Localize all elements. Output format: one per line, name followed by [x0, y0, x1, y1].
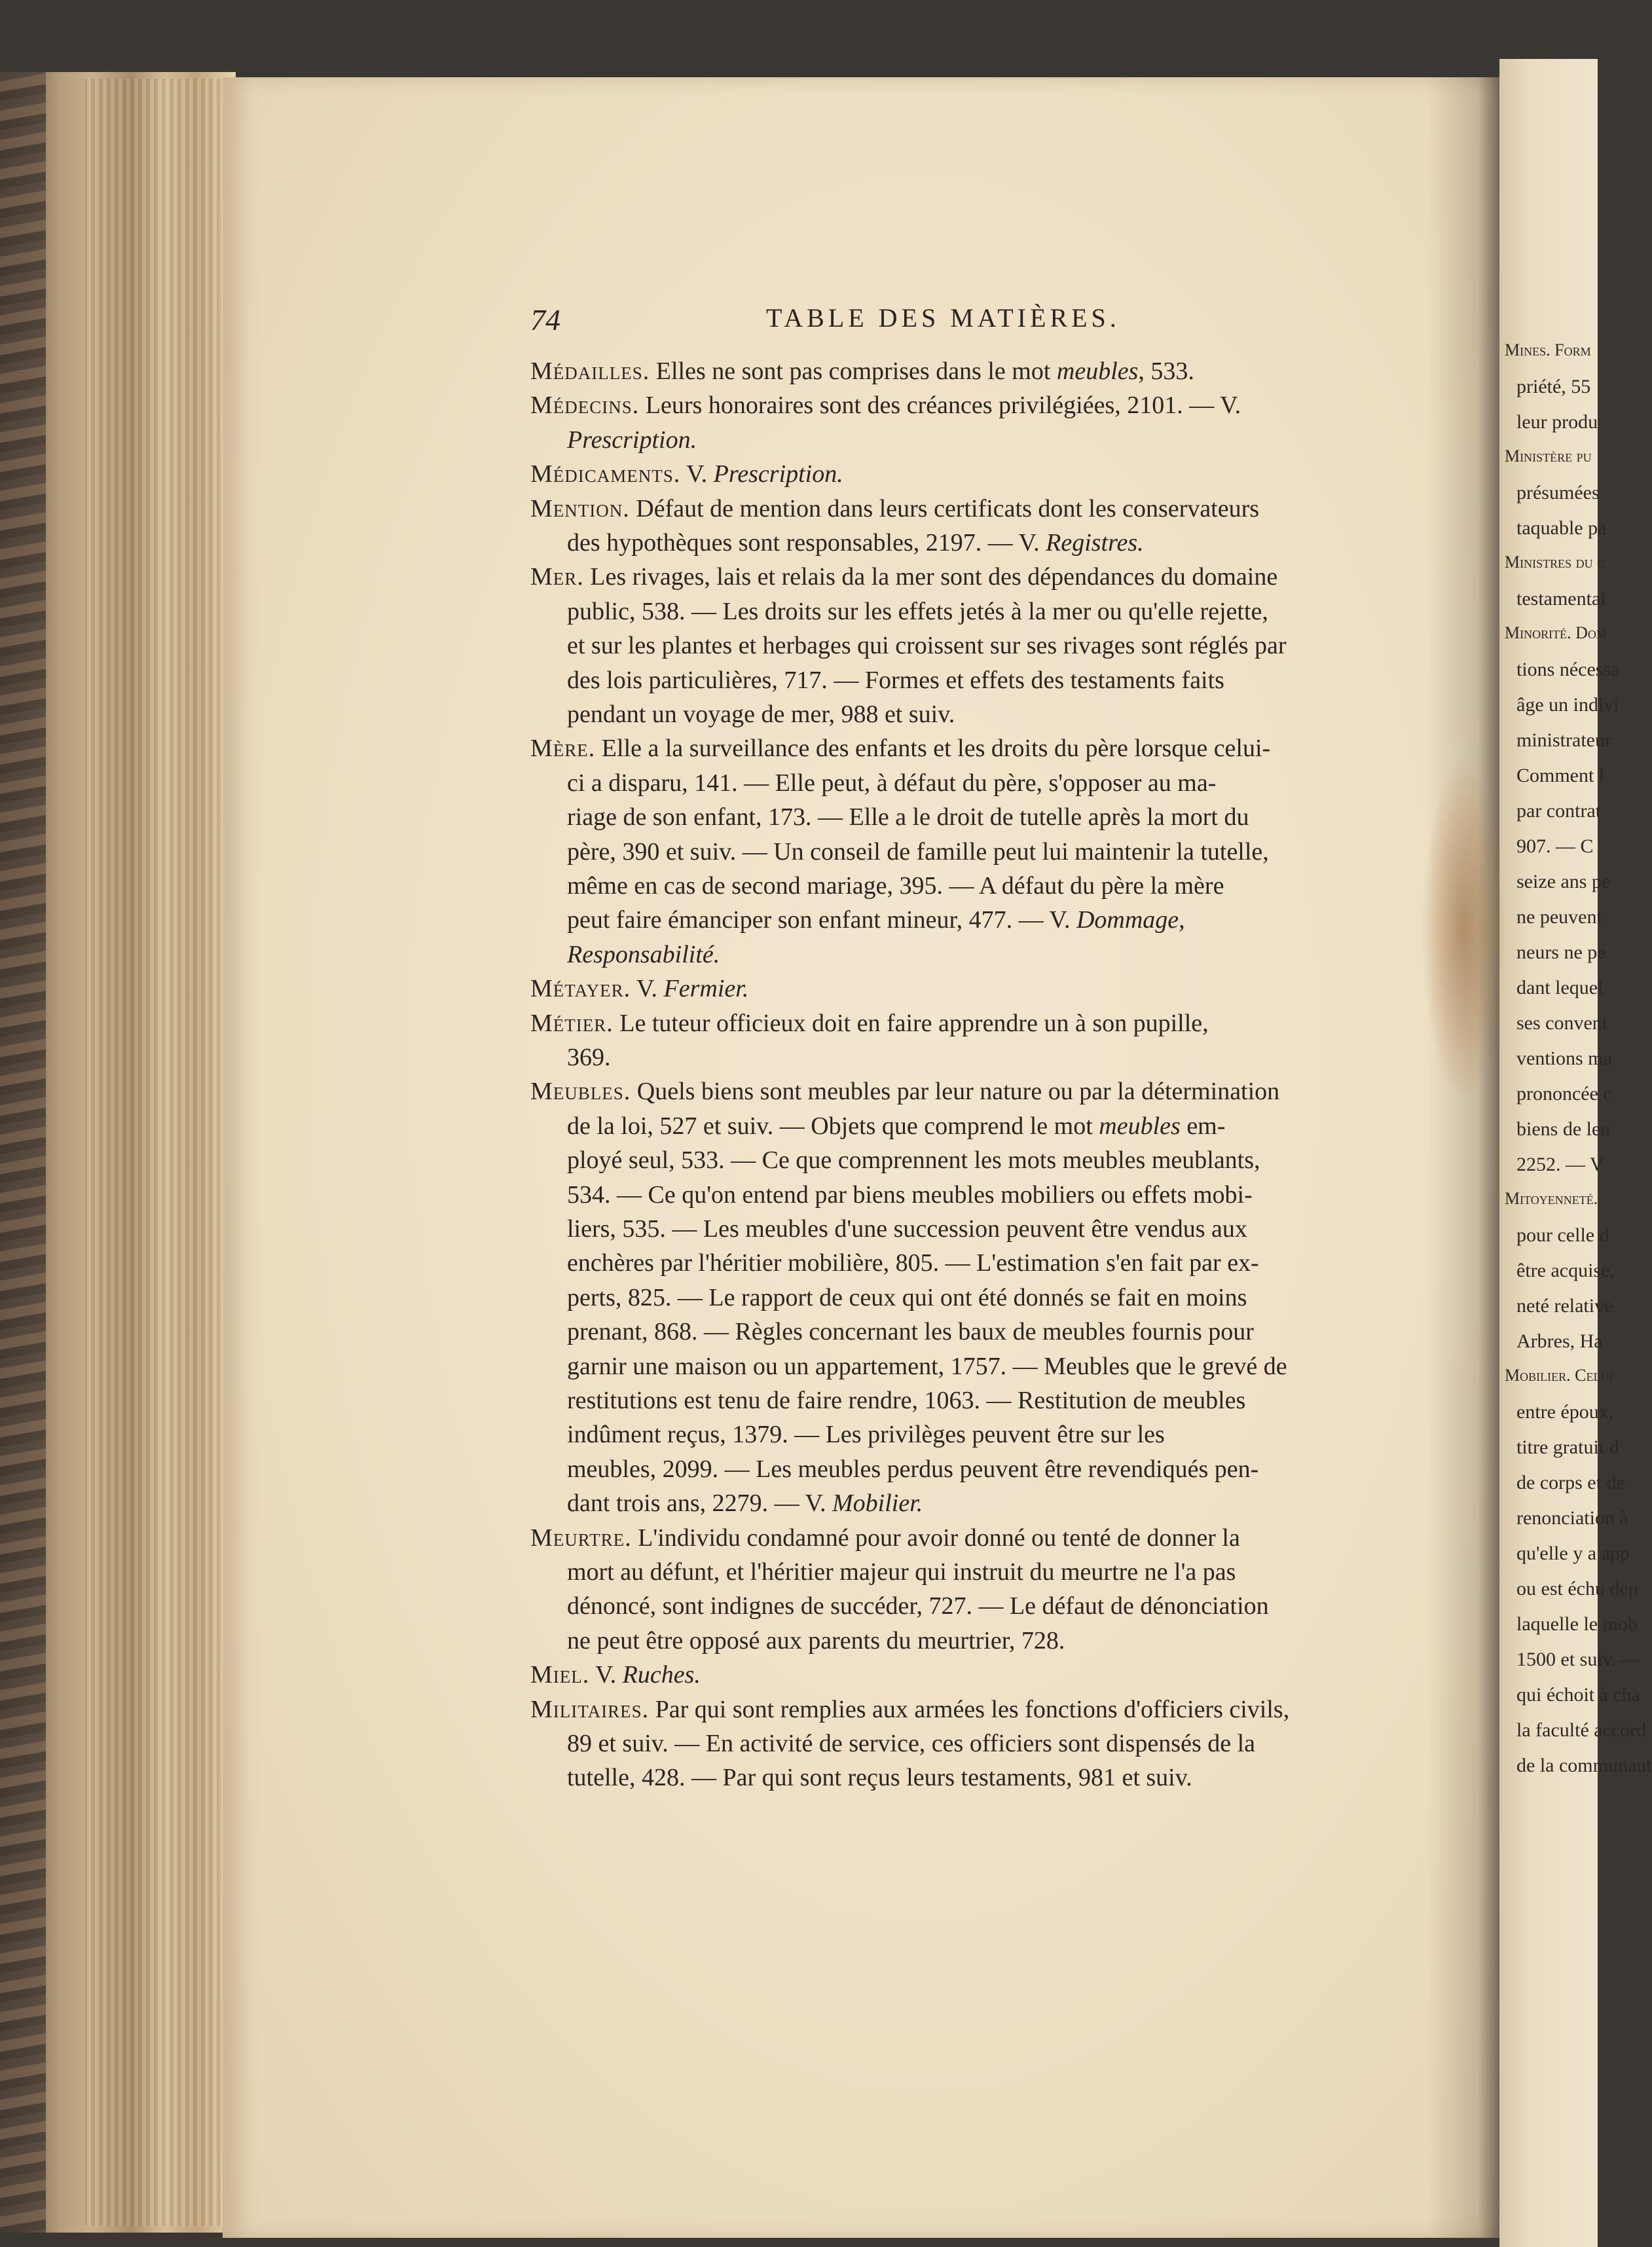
entry-text: V.	[595, 1661, 623, 1689]
facing-page-line: Ministres du c	[1505, 553, 1606, 572]
entry-line	[567, 426, 1375, 454]
facing-page-line: tions nécessa	[1516, 659, 1620, 680]
water-stain	[1421, 759, 1506, 1100]
entry-text: Défaut de mention dans leurs certificats dont les conservateurs	[636, 494, 1260, 522]
cross-reference: Fermier.	[663, 975, 749, 1003]
entry-text: dant trois ans, 2279. — V.	[567, 1489, 832, 1518]
entry-text: garnir une maison ou un appartement, 1757. — Meubles que le grevé de	[567, 1352, 1287, 1380]
entry-text: Elles ne sont pas comprises dans le mot	[655, 357, 1057, 385]
facing-page-line: pour celle d	[1516, 1224, 1609, 1246]
entry-text: ci a disparu, 141. — Elle peut, à défaut du père, s'opposer au ma-	[567, 769, 1217, 797]
entry-line	[567, 1317, 1375, 1346]
entry-text: père, 390 et suiv. — Un conseil de famille peut lui maintenir la tutelle,	[567, 837, 1269, 866]
entry-line	[567, 769, 1375, 797]
entry-line	[567, 666, 1375, 695]
entry-line	[567, 1043, 1375, 1072]
facing-page	[1499, 59, 1652, 2247]
entry-text: indûment reçus, 1379. — Les privilèges peuvent être sur les	[567, 1421, 1165, 1449]
entry-text: 369.	[567, 1044, 611, 1071]
cross-reference: Prescription.	[567, 426, 697, 454]
facing-page-line: par contrat	[1516, 800, 1602, 822]
entry-text: Les rivages, lais et relais da la mer sont des dépendances du domaine	[590, 563, 1278, 591]
entry-line-first	[530, 974, 1375, 1003]
entry-line	[567, 837, 1375, 866]
facing-page-line: prononcée c	[1516, 1083, 1612, 1105]
entry-text: V.	[636, 975, 664, 1003]
entry-line	[567, 597, 1375, 626]
entry-line	[567, 1180, 1375, 1209]
page-number: 74	[530, 303, 560, 337]
entry-headword: Mer.	[530, 563, 584, 591]
entry-line	[567, 1455, 1375, 1484]
entry-headword: Mention.	[530, 494, 630, 522]
facing-page-line: ou est échu dep	[1516, 1578, 1638, 1599]
cross-reference: Ruches.	[622, 1661, 701, 1689]
entry-line	[567, 905, 1375, 934]
entry-line-first	[530, 357, 1375, 386]
facing-page-line: laquelle le mob	[1516, 1613, 1638, 1635]
entry-headword: Médicaments.	[530, 460, 681, 488]
cross-reference: Registres.	[1046, 529, 1144, 557]
entry-line	[567, 940, 1375, 969]
facing-page-line: taquable pa	[1516, 517, 1607, 539]
cross-reference: Dommage,	[1076, 906, 1185, 934]
cross-reference: Prescription.	[713, 460, 843, 488]
page-gutter	[1427, 77, 1499, 2238]
facing-page-line: qui échoit à cha	[1516, 1684, 1641, 1706]
facing-page-line: seize ans pe	[1516, 871, 1611, 892]
entry-line-first	[530, 1524, 1375, 1552]
facing-page-line: qu'elle y a app	[1516, 1543, 1630, 1564]
entry-text: restitutions est tenu de faire rendre, 1063. — Restitution de meubles	[567, 1387, 1246, 1414]
entry-line	[567, 871, 1375, 900]
page-edges	[85, 79, 229, 2226]
entry-text: des lois particulières, 717. — Formes et effets des testaments faits	[567, 666, 1224, 694]
entry-text: L'individu condamné pour avoir donné ou tenté de donner la	[638, 1524, 1240, 1552]
facing-page-line: Minorité. Dom	[1505, 623, 1607, 642]
entry-line	[567, 700, 1375, 729]
entry-headword: Meubles.	[530, 1078, 631, 1106]
facing-page-line: la faculté accord	[1516, 1719, 1647, 1741]
facing-page-line: de la communaut	[1516, 1755, 1652, 1776]
entry-headword: Médailles.	[530, 357, 650, 385]
entry-text: , 533.	[1138, 357, 1194, 385]
entry-text: même en cas de second mariage, 395. — A défaut du père la mère	[567, 872, 1224, 900]
entry-line	[567, 1592, 1375, 1620]
entry-text: 534. — Ce qu'on entend par biens meubles mobiliers ou effets mobi-	[567, 1180, 1253, 1209]
entry-line-first	[530, 460, 1375, 488]
cross-reference: Mobilier.	[832, 1489, 923, 1518]
entry-headword: Militaires.	[530, 1695, 650, 1723]
facing-page-line: Mobilier. Celui	[1505, 1366, 1613, 1385]
facing-page-line: Mitoyenneté.	[1505, 1189, 1598, 1208]
entry-text: riage de son enfant, 173. — Elle a le droit de tutelle après la mort du	[567, 803, 1249, 831]
entry-line-first	[530, 391, 1375, 420]
facing-page-line: entre époux,	[1516, 1401, 1614, 1423]
entry-headword: Médecins.	[530, 392, 640, 420]
entry-line	[567, 803, 1375, 831]
entry-text: meubles, 2099. — Les meubles perdus peuvent être revendiqués pen-	[567, 1455, 1259, 1483]
facing-page-line: ministrateur	[1516, 729, 1611, 751]
facing-page-line: Arbres, Ha	[1516, 1330, 1603, 1352]
entry-text: Elle a la surveillance des enfants et les droits du père lorsque celui-	[601, 735, 1271, 763]
entry-line-first	[530, 1695, 1375, 1724]
entry-text: peut faire émanciper son enfant mineur, 477. — V.	[567, 906, 1076, 934]
facing-page-line: ventions ma	[1516, 1048, 1612, 1069]
entry-text: 89 et suiv. — En activité de service, ces officiers sont dispensés de la	[567, 1730, 1256, 1757]
facing-page-line: neté relative	[1516, 1295, 1613, 1317]
facing-page-line: ses convent	[1516, 1012, 1608, 1034]
entry-line	[567, 1729, 1375, 1758]
entry-line	[567, 1352, 1375, 1381]
facing-page-line: âge un indivi	[1516, 694, 1619, 716]
entry-text: Leurs honoraires sont des créances privilégiées, 2101. — V.	[645, 392, 1241, 420]
entry-headword: Meurtre.	[530, 1524, 632, 1552]
facing-page-line: Comment l	[1516, 765, 1605, 786]
facing-page-line: de corps et de	[1516, 1472, 1625, 1493]
entry-text: public, 538. — Les droits sur les effets jetés à la mer ou qu'elle rejette,	[567, 597, 1268, 625]
page-title: TABLE DES MATIÈRES.	[766, 303, 1120, 333]
entry-text: Quels biens sont meubles par leur nature ou par la détermination	[636, 1078, 1280, 1106]
entry-text: liers, 535. — Les meubles d'une succession peuvent être vendus aux	[567, 1215, 1247, 1243]
entry-headword: Métier.	[530, 1009, 614, 1037]
facing-page-line: biens de leu	[1516, 1118, 1611, 1140]
facing-page-line: 2252. — V	[1516, 1154, 1604, 1175]
entry-line	[567, 1112, 1375, 1141]
facing-page-line: leur produ	[1516, 411, 1598, 433]
entry-line	[567, 1489, 1375, 1518]
facing-page-line: priété, 55	[1516, 376, 1591, 397]
entry-headword: Mère.	[530, 735, 596, 763]
entry-text: V.	[686, 460, 714, 488]
entry-text: enchères par l'héritier mobilière, 805. — L'estimation s'en fait par ex-	[567, 1249, 1259, 1277]
entry-headword: Métayer.	[530, 975, 631, 1003]
entry-line	[567, 528, 1375, 557]
entry-line-first	[530, 734, 1375, 763]
entry-text: Par qui sont remplies aux armées les fonctions d'officiers civils,	[655, 1695, 1290, 1723]
facing-page-line: présumées	[1516, 482, 1600, 503]
entry-text: dénoncé, sont indignes de succéder, 727. — Le défaut de dénonciation	[567, 1592, 1269, 1620]
cross-reference: meubles	[1099, 1112, 1181, 1140]
entry-text: des hypothèques sont responsables, 2197. — V.	[567, 529, 1046, 557]
entry-headword: Miel.	[530, 1661, 590, 1689]
facing-page-line: 1500 et suiv. —	[1516, 1649, 1641, 1670]
facing-page-line: 907. — C	[1516, 835, 1594, 857]
entry-line-first	[530, 1660, 1375, 1689]
entry-line	[567, 631, 1375, 660]
entry-line	[567, 1626, 1375, 1655]
facing-page-line: dant lequel	[1516, 977, 1604, 998]
facing-page-line: Ministère pu	[1505, 447, 1592, 466]
entry-line	[567, 1249, 1375, 1277]
entry-text: em-	[1180, 1112, 1226, 1140]
cross-reference: meubles	[1056, 357, 1139, 385]
entry-line-first	[530, 1077, 1375, 1106]
entry-line	[567, 1146, 1375, 1175]
entry-text: prenant, 868. — Règles concernant les baux de meubles fournis pour	[567, 1318, 1254, 1346]
entry-text: et sur les plantes et herbages qui croissent sur ses rivages sont réglés par	[567, 632, 1287, 660]
entry-text: pendant un voyage de mer, 988 et suiv.	[567, 701, 955, 728]
facing-page-line: titre gratuit d	[1516, 1436, 1619, 1458]
entry-text: ne peut être opposé aux parents du meurtrier, 728.	[567, 1626, 1065, 1654]
entry-line	[567, 1215, 1375, 1243]
entry-line-first	[530, 562, 1375, 591]
entry-text: ployé seul, 533. — Ce que comprennent les mots meubles meublants,	[567, 1146, 1260, 1175]
entry-text: Le tuteur officieux doit en faire apprendre un à son pupille,	[619, 1009, 1209, 1037]
running-head	[530, 302, 1368, 348]
entry-text: tutelle, 428. — Par qui sont reçus leurs testaments, 981 et suiv.	[567, 1764, 1192, 1792]
facing-page-line: renonciation à	[1516, 1507, 1628, 1529]
entry-text: mort au défunt, et l'héritier majeur qui instruit du meurtre ne l'a pas	[567, 1558, 1236, 1586]
entry-text: perts, 825. — Le rapport de ceux qui ont été donnés se fait en moins	[567, 1283, 1247, 1311]
facing-page-line: Mines. Form	[1505, 340, 1591, 359]
facing-page-line: être acquise,	[1516, 1260, 1615, 1281]
entry-line-first	[530, 494, 1375, 523]
entry-line	[567, 1420, 1375, 1449]
facing-page-line: neurs ne pe	[1516, 941, 1606, 963]
entry-line	[567, 1386, 1375, 1415]
entry-text: de la loi, 527 et suiv. — Objets que comprend le mot	[567, 1112, 1099, 1140]
entry-line	[567, 1763, 1375, 1792]
cross-reference: Responsabilité.	[567, 940, 720, 968]
entry-line	[567, 1558, 1375, 1586]
entry-line-first	[530, 1009, 1375, 1038]
entry-line	[567, 1283, 1375, 1312]
marbled-cover-edge	[0, 72, 46, 2233]
facing-page-line: ne peuvent	[1516, 906, 1602, 928]
facing-page-line: testamentai	[1516, 588, 1606, 610]
